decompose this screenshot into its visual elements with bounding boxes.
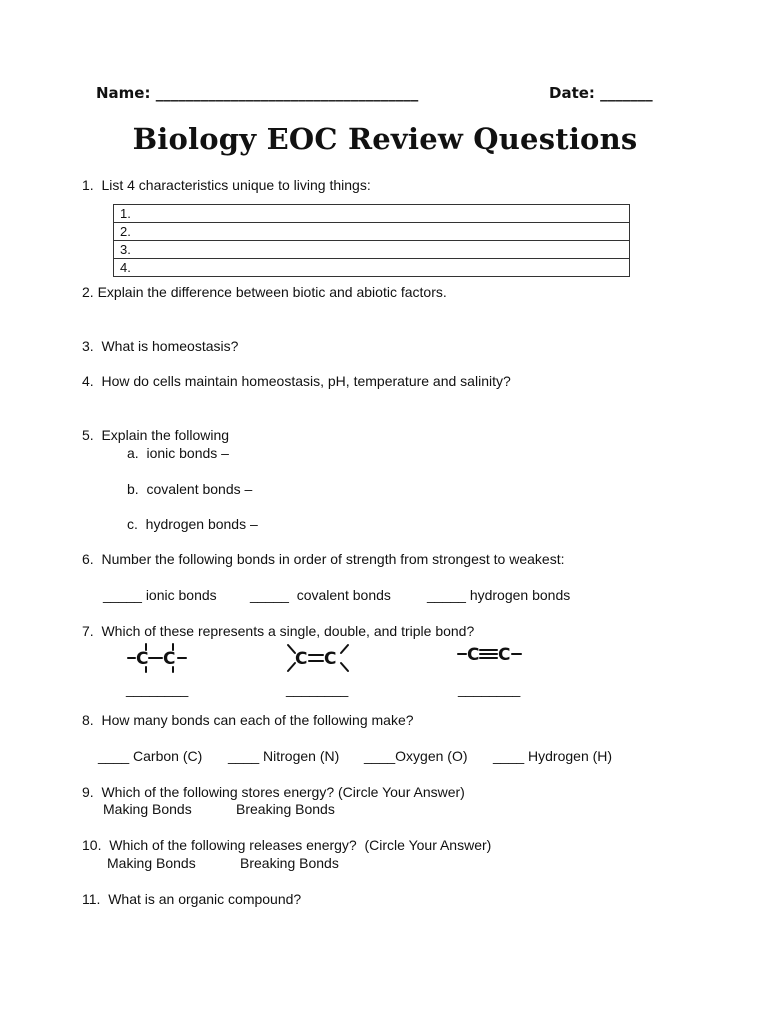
date-field-label[interactable]: Date: _______ <box>549 84 653 102</box>
question-9: 9. Which of the following stores energy? (Circle Your Answer) <box>82 784 465 800</box>
question-7: 7. Which of these represents a single, double, and triple bond? <box>82 623 475 639</box>
page-title: Biology EOC Review Questions <box>132 122 638 156</box>
question-5: 5. Explain the following <box>82 427 230 443</box>
characteristics-answer-table <box>113 204 630 277</box>
hydrogen-bonds-answer[interactable]: ____ Hydrogen (H) <box>493 748 613 764</box>
atom-c: C <box>295 649 308 669</box>
question-2: 2. Explain the difference between biotic and abiotic factors. <box>82 284 447 300</box>
triple-bond-answer[interactable]: ________ <box>458 681 521 697</box>
double-bond-answer[interactable]: ________ <box>286 681 349 697</box>
question-10: 10. Which of the following releases energy? (Circle Your Answer) <box>82 837 492 853</box>
question-5b: b. covalent bonds – <box>127 481 253 497</box>
question-6: 6. Number the following bonds in order of strength from strongest to weakest: <box>82 551 565 567</box>
q10-option-breaking-bonds[interactable]: Breaking Bonds <box>240 855 339 871</box>
q9-option-breaking-bonds[interactable]: Breaking Bonds <box>236 801 335 817</box>
hydrogen-bonds-rank[interactable]: _____ hydrogen bonds <box>427 587 571 603</box>
atom-c: C <box>498 645 511 665</box>
question-5c: c. hydrogen bonds – <box>127 516 258 532</box>
question-5a: a. ionic bonds – <box>127 445 229 461</box>
answer-row-2[interactable]: 2. <box>114 223 630 241</box>
nitrogen-bonds-answer[interactable]: ____ Nitrogen (N) <box>228 748 340 764</box>
name-field-label[interactable]: Name: ___________________________________ <box>96 84 419 102</box>
question-11: 11. What is an organic compound? <box>82 891 302 907</box>
question-4: 4. How do cells maintain homeostasis, pH, temperature and salinity? <box>82 373 511 389</box>
q9-option-making-bonds[interactable]: Making Bonds <box>103 801 192 817</box>
question-8: 8. How many bonds can each of the following make? <box>82 712 414 728</box>
q10-option-making-bonds[interactable]: Making Bonds <box>107 855 196 871</box>
atom-c: C <box>467 645 480 665</box>
answer-row-4[interactable]: 4. <box>114 259 630 277</box>
oxygen-bonds-answer[interactable]: ____Oxygen (O) <box>364 748 468 764</box>
atom-c: C <box>324 649 337 669</box>
triple-bond-diagram <box>457 642 527 668</box>
question-1: 1. List 4 characteristics unique to living things: <box>82 177 371 193</box>
double-bond-diagram <box>286 642 352 674</box>
single-bond-diagram <box>126 642 196 674</box>
answer-row-3[interactable]: 3. <box>114 241 630 259</box>
carbon-bonds-answer[interactable]: ____ Carbon (C) <box>98 748 203 764</box>
atom-c: C <box>163 649 176 669</box>
covalent-bonds-rank[interactable]: _____ covalent bonds <box>250 587 391 603</box>
answer-row-1[interactable]: 1. <box>114 205 630 223</box>
ionic-bonds-rank[interactable]: _____ ionic bonds <box>103 587 217 603</box>
question-3: 3. What is homeostasis? <box>82 338 239 354</box>
single-bond-answer[interactable]: ________ <box>126 681 189 697</box>
atom-c: C <box>136 649 149 669</box>
